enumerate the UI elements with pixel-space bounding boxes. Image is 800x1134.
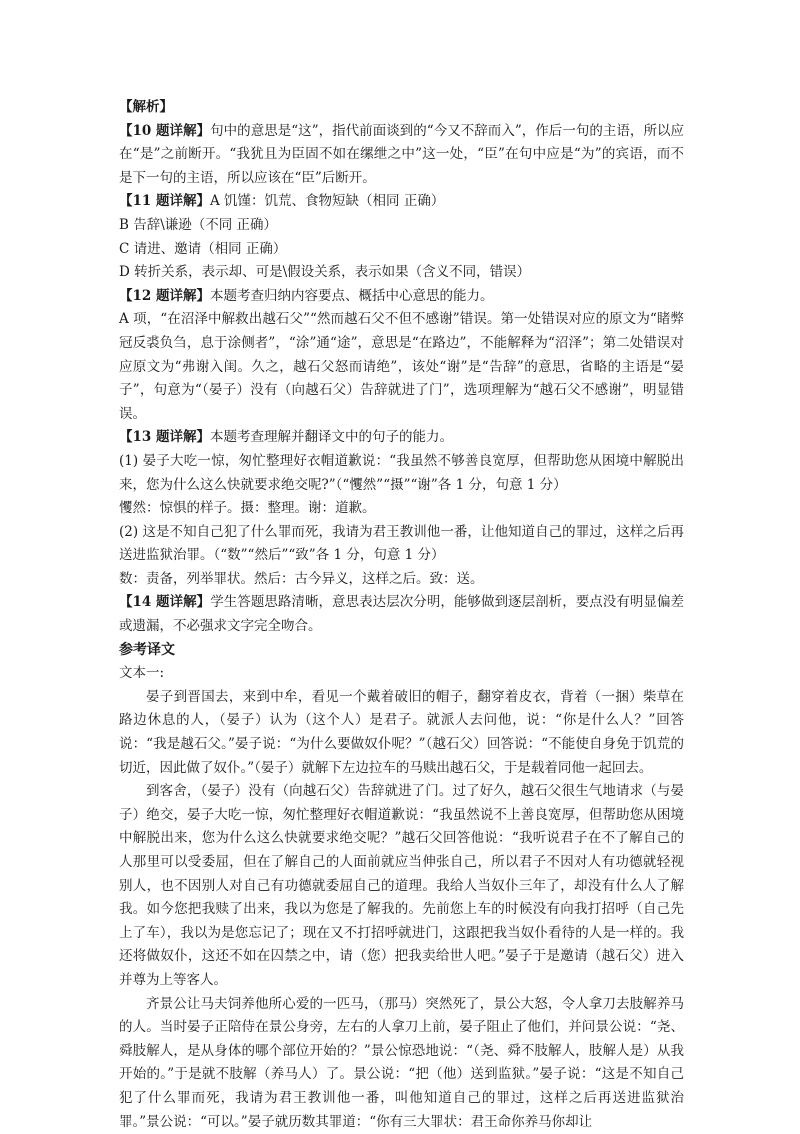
- q14-text: 学生答题思路清晰，意思表达层次分明，能够做到逐层剖析，要点没有明显偏差或遗漏，不必强求文字完全吻合。: [119, 594, 684, 635]
- q14-label: 【14 题详解】: [119, 594, 211, 611]
- translation-paragraph: 到客舍，（晏子）没有（向越石父）告辞就进了门。过了好久，越石父很生气地请求（与晏子）绝交，晏子大吃一惊，匆忙整理好衣帽道歉说：“我虽然说不上善良宽厚，但帮助您从困境中解脱出来，您为什么这么快就要求绝交呢？”越石父回答他说：“我听说君子在不了解自己的人那里可以受委屈，但在了解自己的人面前就应当伸张自己，所以君子不因对人有功德就轻视别人，也不因别人对自己有功德就委屈自己的道理。我给人当奴仆三年了，却没有什么人了解我。如今您把我赎了出来，我以为您是了解我的。先前您上车的时候没有向我打招呼（自己先上了车），我以为是您忘记了；现在又不打招呼就进门，这跟把我当奴仆看待的人是一样的。我还将做奴仆，这还不如在囚禁之中，请（您）把我卖给世人吧。”晏子于是邀请（越石父）进入并尊为上等客人。: [119, 783, 684, 988]
- translation-subheading: 文本一:: [119, 665, 165, 682]
- analysis-heading: 【解析】: [119, 99, 173, 115]
- q13-item-1-notes: 戄然：惊惧的样子。摄：整理。谢：道歉。: [119, 500, 376, 517]
- q11-option-b: B 告辞\谦逊（不同 正确）: [119, 216, 278, 233]
- q13-item-1: (1) 晏子大吃一惊，匆忙整理好衣帽道歉说：“我虽然不够善良宽厚，但帮助您从困境中解脱出来，您为什么这么快就要求绝交呢?”（“戄然”“摄”“谢”各 1 分，句意 1 分）: [119, 452, 684, 493]
- translation-paragraph: 晏子到晋国去，来到中牟，看见一个戴着破旧的帽子，翻穿着皮衣，背着（一捆）柴草在路边休息的人，（晏子）认为（这个人）是君子。就派人去问他，说：“你是什么人？”回答说：“我是越石父。”晏子说：“为什么要做奴仆呢？”（越石父）回答说：“不能使自身免于饥荒的切近，因此做了奴仆。”（晏子）就解下左边拉车的马赎出越石父，于是载着同他一起回去。: [119, 688, 684, 776]
- q10-label: 【10 题详解】: [119, 122, 211, 139]
- q13-item-2-notes: 数：责备，列举罪状。然后：古今异义，这样之后。致：送。: [119, 570, 484, 587]
- q14-paragraph: [119, 591, 684, 638]
- q11-option-d: D 转折关系，表示却、可是\假设关系，表示如果（含义不同，错误）: [119, 264, 531, 281]
- q12-body: A 项，“在沼泽中解救出越石父”“然而越石父不但不感谢”错误。第一处错误对应的原文为“睹弊冠反裘负刍，息于涂侧者”，“涂”通“途”，意思是“在路边”，不能解释为“沼泽”；第二处错误对应原文为“弗谢入闺。久之，越石父怒而请绝”，该处“谢”是“告辞”的意思，省略的主语是“晏子”，句意为“（晏子）没有（向越石父）告辞就进了门”，选项理解为“越石父不感谢”，明显错误。: [119, 311, 684, 422]
- translation-paragraph: 齐景公让马夫饲养他所心爱的一匹马，（那马）突然死了，景公大怒，令人拿刀去肢解养马的人。当时晏子正陪侍在景公身旁，左右的人拿刀上前，晏子阻止了他们，并问景公说：“尧、舜肢解人，是从身体的哪个部位开始的？”景公惊恐地说：“（尧、舜不肢解人，肢解人是）从我开始的。”于是就不肢解（养马人）了。景公说：“把（他）送到监狱。”晏子说：“这是不知自己犯了什么罪而死，我请为君王教训他一番，叫他知道自己的罪过，这样之后再送进监狱治罪。”景公说：“可以。”晏子就历数其罪道：“你有三大罪状：君王命你养马你却让: [119, 995, 684, 1130]
- q13-label: 【13 题详解】: [119, 429, 210, 446]
- q12-label: 【12 题详解】: [119, 287, 210, 304]
- q11-label: 【11 题详解】: [119, 193, 210, 210]
- q12-text: 本题考查归纳内容要点、概括中心意思的能力。: [210, 287, 494, 304]
- translation-heading: 参考译文: [119, 641, 175, 658]
- q10-text: 句中的意思是“这”，指代前面谈到的“今又不辞而入”，作后一句的主语，所以应在“是”之前断开。“我犹且为臣固不如在缧绁之中”这一处，“臣”在句中应是“为”的宾语，而不是下一句的主语，所以应该在“臣”后断开。: [119, 122, 684, 186]
- q11-option-c: C 请进、邀请（相同 正确）: [119, 240, 287, 257]
- q11-paragraph: [119, 190, 684, 214]
- q13-item-2: (2) 这是不知自己犯了什么罪而死，我请为君王教训他一番，让他知道自己的罪过，这样之后再送进监狱治罪。（“数”“然后”“致”各 1 分，句意 1 分）: [119, 523, 684, 564]
- q11-text: A 饥馑：饥荒、食物短缺（相同 正确）: [210, 193, 445, 210]
- q13-text: 本题考查理解并翻译文中的句子的能力。: [210, 429, 453, 446]
- q10-paragraph: [119, 120, 684, 191]
- q13-paragraph: [119, 426, 684, 450]
- q12-paragraph: [119, 285, 684, 309]
- document-page: [119, 96, 684, 1134]
